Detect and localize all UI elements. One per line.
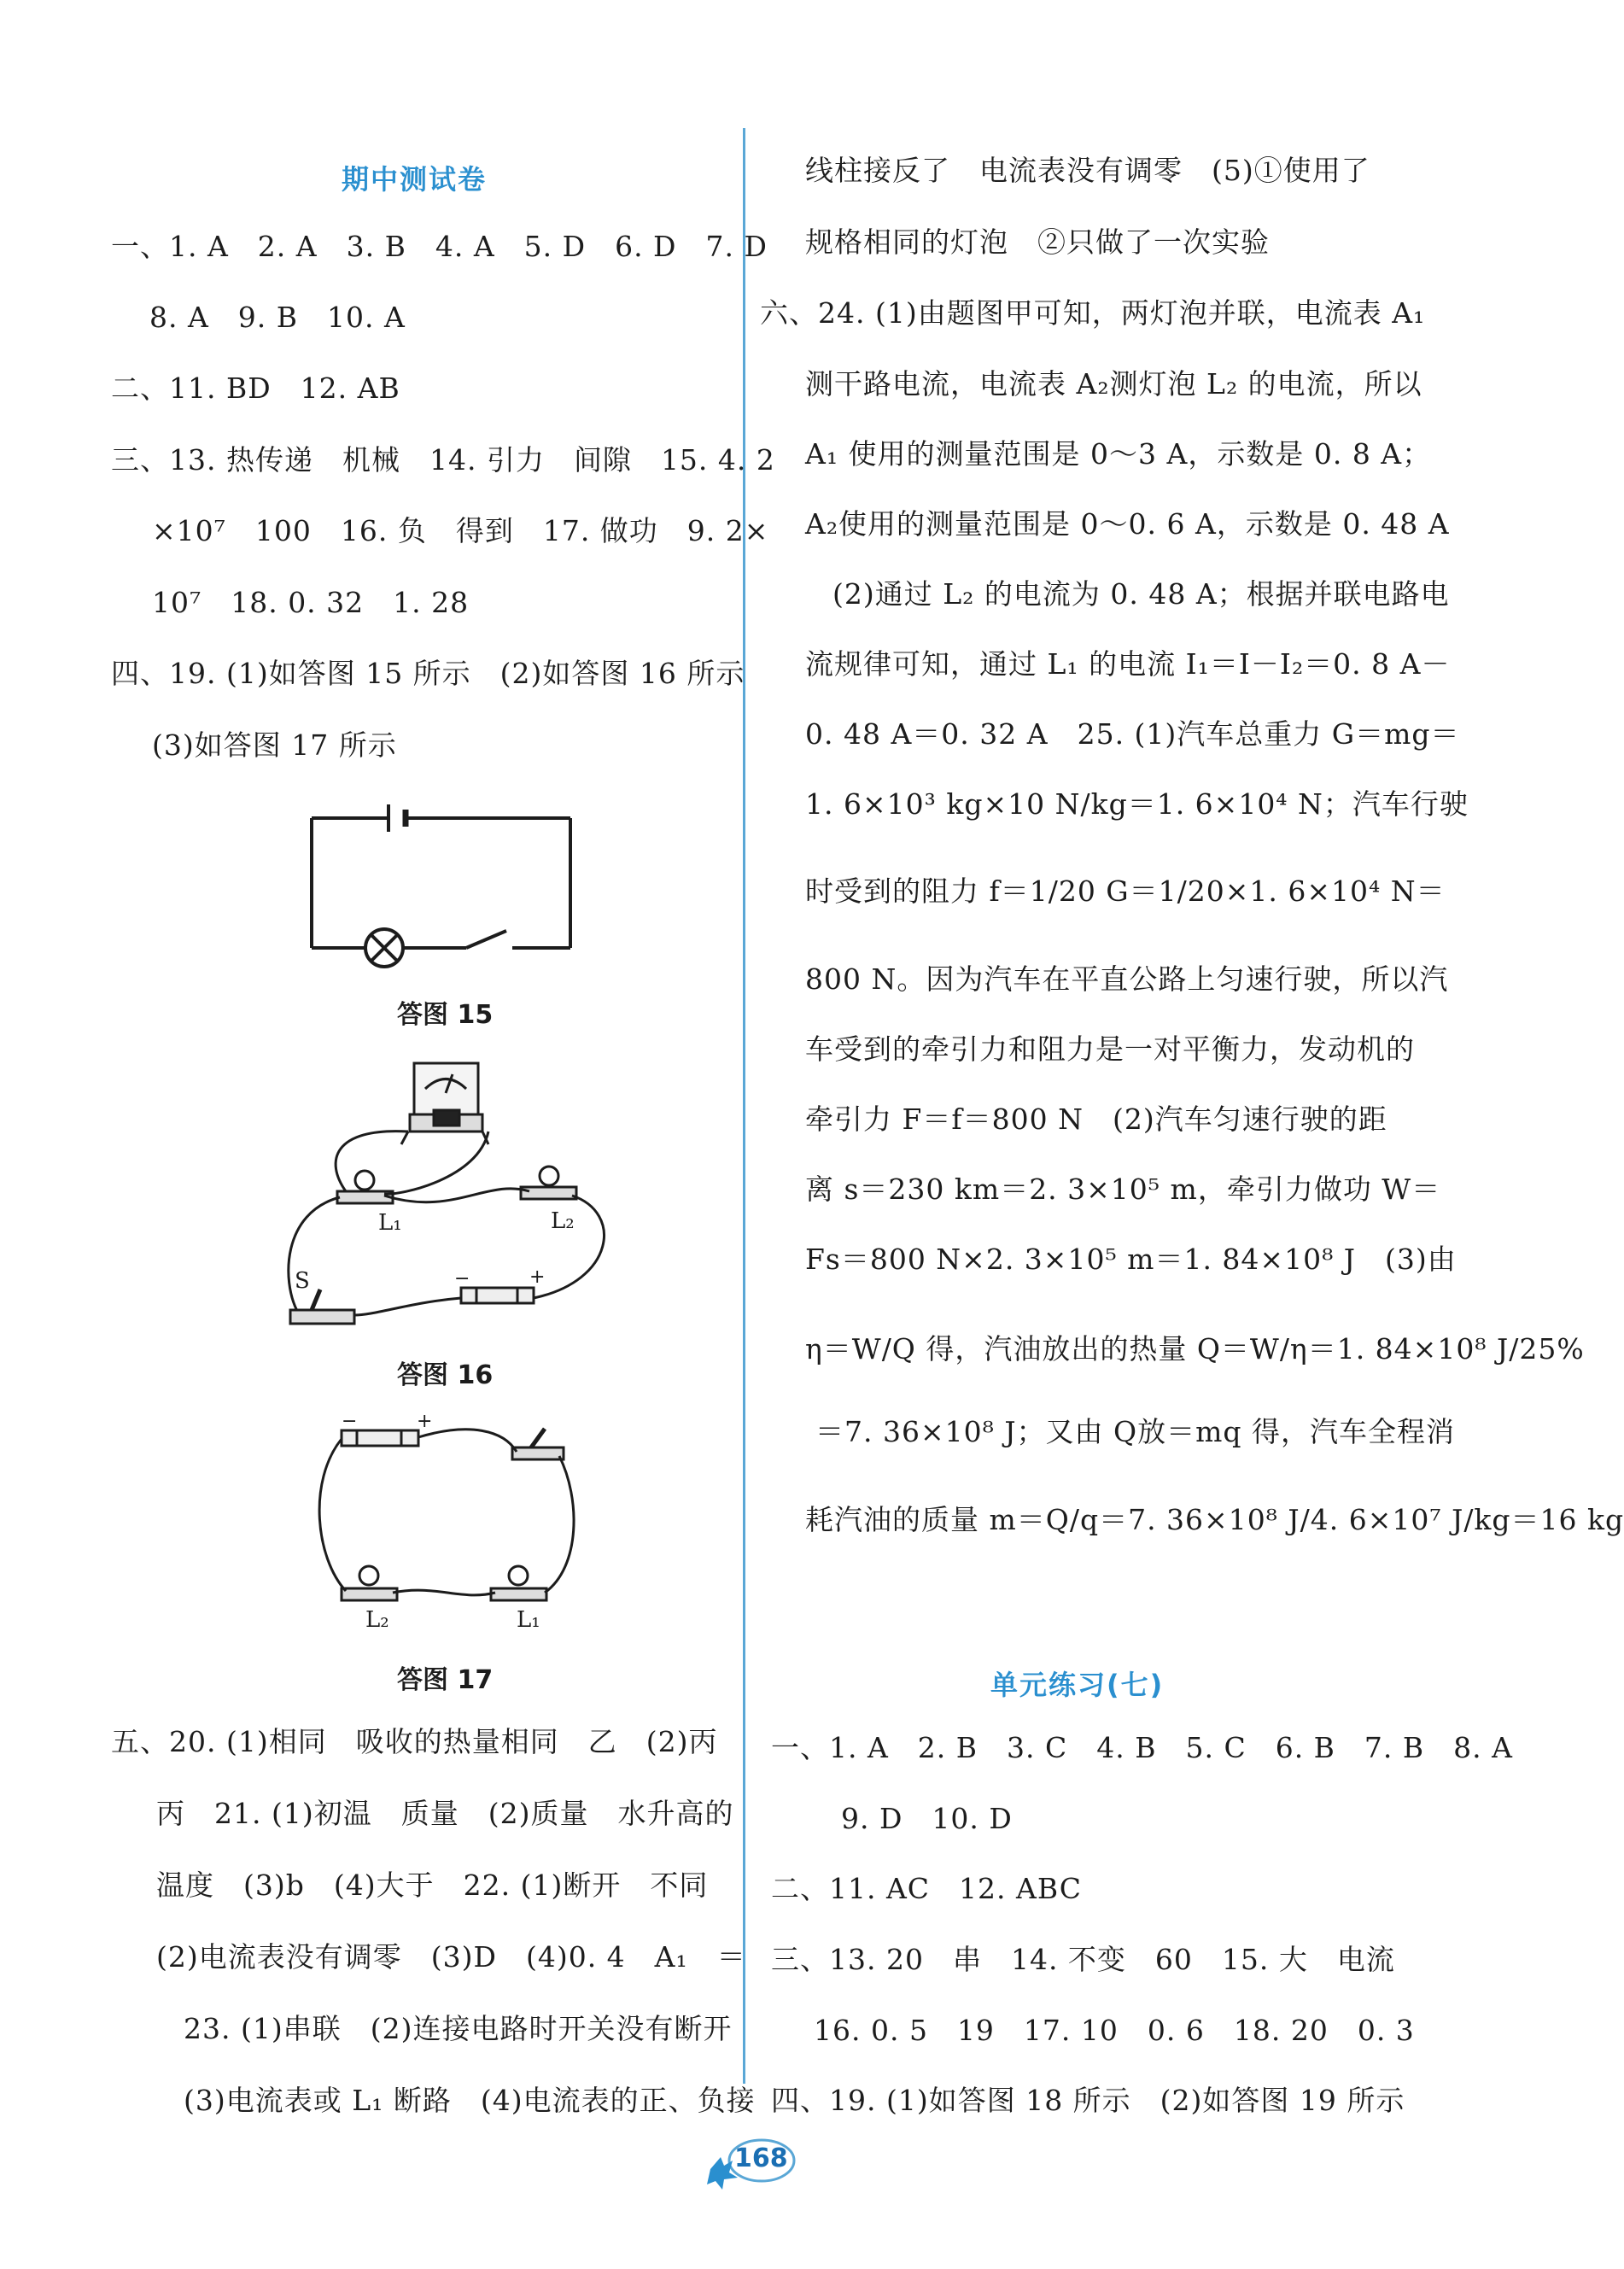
answer-line: A₁ 使用的测量范围是 0～3 A，示数是 0. 8 A； bbox=[805, 437, 1432, 471]
answer-line: 丙 21. (1)初温 质量 (2)质量 水升高的 bbox=[156, 1797, 734, 1830]
answer-line: 800 N。因为汽车在平直公路上匀速行驶，所以汽 bbox=[805, 962, 1449, 996]
section-title-unit7: 单元练习(七) bbox=[990, 1669, 1165, 1701]
answer-line: 时受到的阻力 f＝1/20 G＝1/20×1. 6×10⁴ N＝ bbox=[805, 874, 1446, 908]
answer-line: 耗汽油的质量 m＝Q/q＝7. 36×10⁸ J/4. 6×10⁷ J/kg＝16 kg bbox=[805, 1503, 1624, 1536]
figure-caption-16: 答图 16 bbox=[397, 1360, 494, 1390]
label-minus: − bbox=[342, 1411, 358, 1432]
answer-line: 三、13. 热传递 机械 14. 引力 间隙 15. 4. 2 bbox=[111, 443, 775, 477]
answer-line: 规格相同的灯泡 ②只做了一次实验 bbox=[805, 225, 1270, 259]
answer-line: 五、20. (1)相同 吸收的热量相同 乙 (2)丙 bbox=[111, 1725, 718, 1758]
label-minus: − bbox=[454, 1268, 470, 1289]
answer-line: 离 s＝230 km＝2. 3×10⁵ m，牵引力做功 W＝ bbox=[805, 1173, 1441, 1206]
column-divider bbox=[743, 128, 745, 2084]
answer-line: 流规律可知，通过 L₁ 的电流 I₁＝I－I₂＝0. 8 A－ bbox=[805, 647, 1451, 681]
page-number: 168 bbox=[734, 2143, 788, 2173]
circuit-diagram-16 bbox=[265, 1059, 623, 1341]
answer-line: 0. 48 A＝0. 32 A 25. (1)汽车总重力 G＝mg＝ bbox=[805, 717, 1460, 751]
answer-line: 9. D 10. D bbox=[841, 1802, 1013, 1835]
circuit-diagram-15 bbox=[299, 803, 581, 974]
answer-line: 六、24. (1)由题图甲可知，两灯泡并联，电流表 A₁ bbox=[760, 296, 1426, 330]
label-l2: L₂ bbox=[551, 1208, 575, 1234]
answer-line: (2)通过 L₂ 的电流为 0. 48 A；根据并联电路电 bbox=[832, 577, 1450, 611]
answer-line: 一、1. A 2. B 3. C 4. B 5. C 6. B 7. B 8. A bbox=[771, 1731, 1513, 1764]
answer-line: 一、1. A 2. A 3. B 4. A 5. D 6. D 7. D bbox=[111, 230, 768, 263]
label-switch: S bbox=[295, 1268, 310, 1294]
label-plus: + bbox=[529, 1266, 546, 1288]
answer-line: ×10⁷ 100 16. 负 得到 17. 做功 9. 2× bbox=[152, 514, 769, 547]
answer-line: A₂使用的测量范围是 0～0. 6 A，示数是 0. 48 A bbox=[805, 507, 1450, 541]
answer-line: (2)电流表没有调零 (3)D (4)0. 4 A₁ ＝ bbox=[156, 1940, 746, 1974]
answer-line: 测干路电流，电流表 A₂测灯泡 L₂ 的电流，所以 bbox=[805, 367, 1422, 401]
answer-line: (3)如答图 17 所示 bbox=[152, 728, 397, 762]
answer-line: 四、19. (1)如答图 15 所示 (2)如答图 16 所示 bbox=[111, 657, 745, 690]
label-l2: L₂ bbox=[365, 1607, 389, 1633]
label-l1: L₁ bbox=[378, 1210, 402, 1236]
answer-line: 二、11. BD 12. AB bbox=[111, 371, 400, 405]
answer-line: 8. A 9. B 10. A bbox=[149, 301, 406, 334]
answer-line: 温度 (3)b (4)大于 22. (1)断开 不同 bbox=[156, 1868, 709, 1902]
answer-line: 线柱接反了 电流表没有调零 (5)①使用了 bbox=[805, 154, 1370, 187]
figure-caption-15: 答图 15 bbox=[397, 1000, 494, 1030]
figure-caption-17: 答图 17 bbox=[397, 1665, 494, 1695]
answer-line: 牵引力 F＝f＝800 N (2)汽车匀速行驶的距 bbox=[805, 1102, 1387, 1136]
answer-line: 车受到的牵引力和阻力是一对平衡力，发动机的 bbox=[805, 1032, 1415, 1066]
answer-line: (3)电流表或 L₁ 断路 (4)电流表的正、负接 bbox=[184, 2084, 756, 2117]
answer-line: 四、19. (1)如答图 18 所示 (2)如答图 19 所示 bbox=[771, 2084, 1405, 2117]
answer-line: 10⁷ 18. 0. 32 1. 28 bbox=[152, 586, 470, 619]
label-plus: + bbox=[417, 1411, 433, 1432]
answer-line: η＝W/Q 得，汽油放出的热量 Q＝W/η＝1. 84×10⁸ J/25% bbox=[805, 1332, 1585, 1365]
answer-line: ＝7. 36×10⁸ J；又由 Q放＝mq 得，汽车全程消 bbox=[815, 1415, 1456, 1448]
label-l1: L₁ bbox=[517, 1607, 540, 1633]
section-title-midterm: 期中测试卷 bbox=[342, 163, 488, 196]
answer-line: Fs＝800 N×2. 3×10⁵ m＝1. 84×10⁸ J (3)由 bbox=[805, 1243, 1457, 1276]
page-number-badge bbox=[702, 2135, 796, 2186]
circuit-diagram-17 bbox=[307, 1413, 589, 1644]
answer-line: 1. 6×10³ kg×10 N/kg＝1. 6×10⁴ N；汽车行驶 bbox=[805, 787, 1469, 821]
answer-line: 三、13. 20 串 14. 不变 60 15. 大 电流 bbox=[771, 1943, 1395, 1976]
answer-line: 23. (1)串联 (2)连接电路时开关没有断开 bbox=[184, 2012, 733, 2045]
answer-line: 16. 0. 5 19 17. 10 0. 6 18. 20 0. 3 bbox=[814, 2014, 1415, 2047]
answer-line: 二、11. AC 12. ABC bbox=[771, 1872, 1082, 1905]
